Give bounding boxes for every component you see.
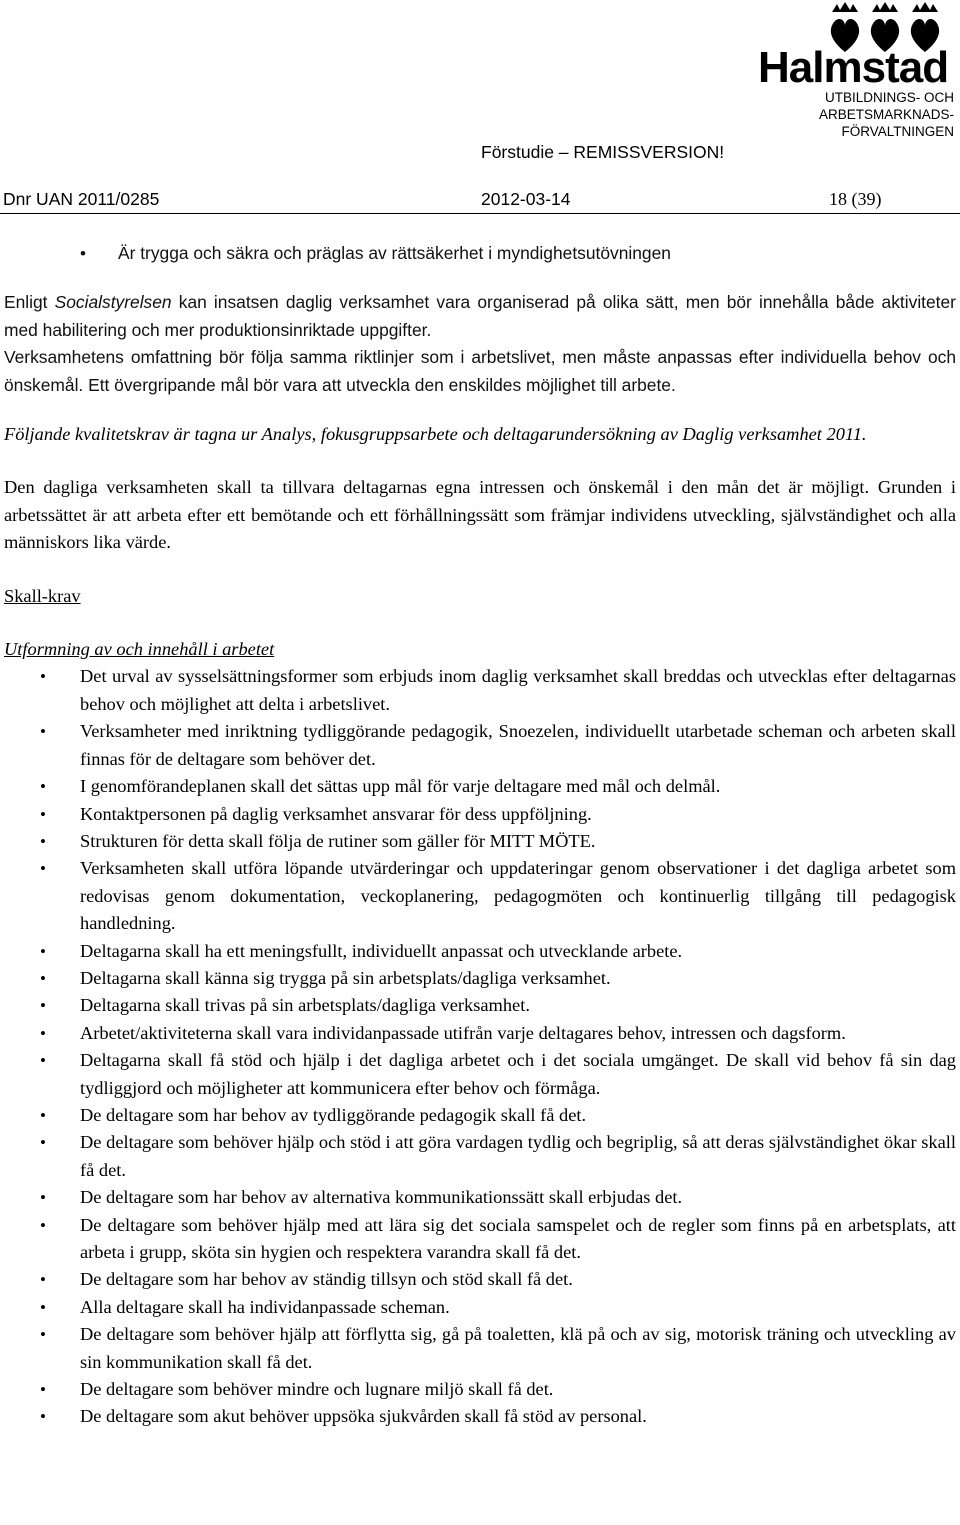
list-item: • Deltagarna skall känna sig trygga på sin arbetsplats/dagliga verksamhet.: [4, 965, 956, 992]
header-divider: [0, 213, 960, 214]
list-item: • De deltagare som behöver mindre och lugnare miljö skall få det.: [4, 1376, 956, 1403]
requirements-list: [4, 663, 956, 1430]
section-heading: Skall-krav: [4, 585, 81, 606]
paragraph-omfattning: Verksamhetens omfattning bör följa samma riktlinjer som i arbetslivet, men måste anpassas efter individuella behov och önskemål. Ett övergripande mål bör vara att utveckla den enskildes möjlighet till arbete.: [4, 347, 956, 395]
paragraph-socialstyrelsen: Enligt Socialstyrelsen kan insatsen daglig verksamhet vara organiserad på olika sätt, men bör innehålla både aktiviteter med habilitering och mer produktionsinriktade uppgifter.: [4, 292, 956, 340]
list-item: • Arbetet/aktiviteterna skall vara individanpassade utifrån varje deltagares behov, intressen och dagsform.: [4, 1020, 956, 1047]
list-item: • Deltagarna skall få stöd och hjälp i det dagliga arbetet och i det sociala umgänget. De skall vid behov få sin dag tydliggjord och möjligheter att kommunicera efter behov och förmåga.: [4, 1047, 956, 1102]
document-body: [4, 240, 956, 1431]
list-item: • Verksamheten skall utföra löpande utvärderingar och uppdateringar genom observationer i det dagliga arbetet som redovisas genom dokumentation, veckoplanering, pedagogmöten och kontinuerlig tillgång till pedagogisk handledning.: [4, 855, 956, 937]
list-item: • Deltagarna skall trivas på sin arbetsplats/dagliga verksamhet.: [4, 992, 956, 1019]
halmstad-logo: [758, 0, 958, 140]
list-item: • Alla deltagare skall ha individanpassade scheman.: [4, 1294, 956, 1321]
department-line: ARBETSMARKNADS-: [818, 107, 954, 122]
socialstyrelsen-reference: Socialstyrelsen: [54, 292, 172, 313]
document-status: Förstudie – REMISSVERSION!: [481, 142, 725, 162]
list-item: • Kontaktpersonen på daglig verksamhet ansvarar för dess uppföljning.: [4, 801, 956, 828]
list-item: • Deltagarna skall ha ett meningsfullt, individuellt anpassat och utvecklande arbete.: [4, 938, 956, 965]
list-item: • Verksamheter med inriktning tydliggörande pedagogik, Snoezelen, individuellt utarbetade scheman och arbeten skall finnas för de deltagare som behöver det.: [4, 718, 956, 773]
logo-wordmark: Halmstad: [758, 43, 949, 92]
department-line: UTBILDNINGS- OCH: [824, 90, 954, 105]
list-item: • Strukturen för detta skall följa de rutiner som gäller för MITT MÖTE.: [4, 828, 956, 855]
department-line: FÖRVALTNINGEN: [841, 124, 954, 139]
document-date: 2012-03-14: [481, 189, 571, 209]
list-item: • Det urval av sysselsättningsformer som erbjuds inom daglig verksamhet skall breddas och utvecklas efter deltagarnas behov och möjlighet att delta i arbetslivet.: [4, 663, 956, 718]
list-item: • I genomförandeplanen skall det sättas upp mål för varje deltagare med mål och delmål.: [4, 773, 956, 800]
intro-bullet-list: [4, 240, 956, 267]
list-item: • De deltagare som akut behöver uppsöka sjukvården skall få stöd av personal.: [4, 1403, 956, 1430]
paragraph-kvalitetskrav-source: Följande kvalitetskrav är tagna ur Analys, fokusgruppsarbete och deltagarundersökning av Daglig verksamhet 2011.: [4, 424, 867, 445]
subheading: Utformning av och innehåll i arbetet: [4, 639, 275, 660]
page-number: 18 (39): [829, 189, 882, 209]
list-item: • De deltagare som har behov av ständig tillsyn och stöd skall få det.: [4, 1266, 956, 1293]
list-item: • De deltagare som behöver hjälp och stöd i att göra vardagen tydlig och begriplig, så att deras självständighet ökar skall få det.: [4, 1129, 956, 1184]
list-item: • De deltagare som behöver hjälp med att lära sig det sociala samspelet och de regler som finns på en arbetsplats, att arbeta i grupp, sköta sin hygien och respektera varandra skall få det.: [4, 1212, 956, 1267]
diary-number: Dnr UAN 2011/0285: [3, 189, 160, 209]
list-item: • Är trygga och säkra och präglas av rättsäkerhet i myndighetsutövningen: [4, 240, 956, 267]
list-item: • De deltagare som har behov av tydliggörande pedagogik skall få det.: [4, 1102, 956, 1129]
paragraph-dagliga-verksamheten: Den dagliga verksamheten skall ta tillvara deltagarnas egna intressen och önskemål i den mån det är möjligt. Grunden i arbetssättet är att arbeta efter ett bemötande och ett förhållningssätt som främjar individens utveckling, självständighet och alla människors lika värde.: [4, 477, 956, 553]
department-name: [754, 89, 954, 140]
list-item: • De deltagare som behöver hjälp att förflytta sig, gå på toaletten, klä på och av sig, motorisk träning och utveckling av sin kommunikation skall få det.: [4, 1321, 956, 1376]
list-item: • De deltagare som har behov av alternativa kommunikationssätt skall erbjudas det.: [4, 1184, 956, 1211]
